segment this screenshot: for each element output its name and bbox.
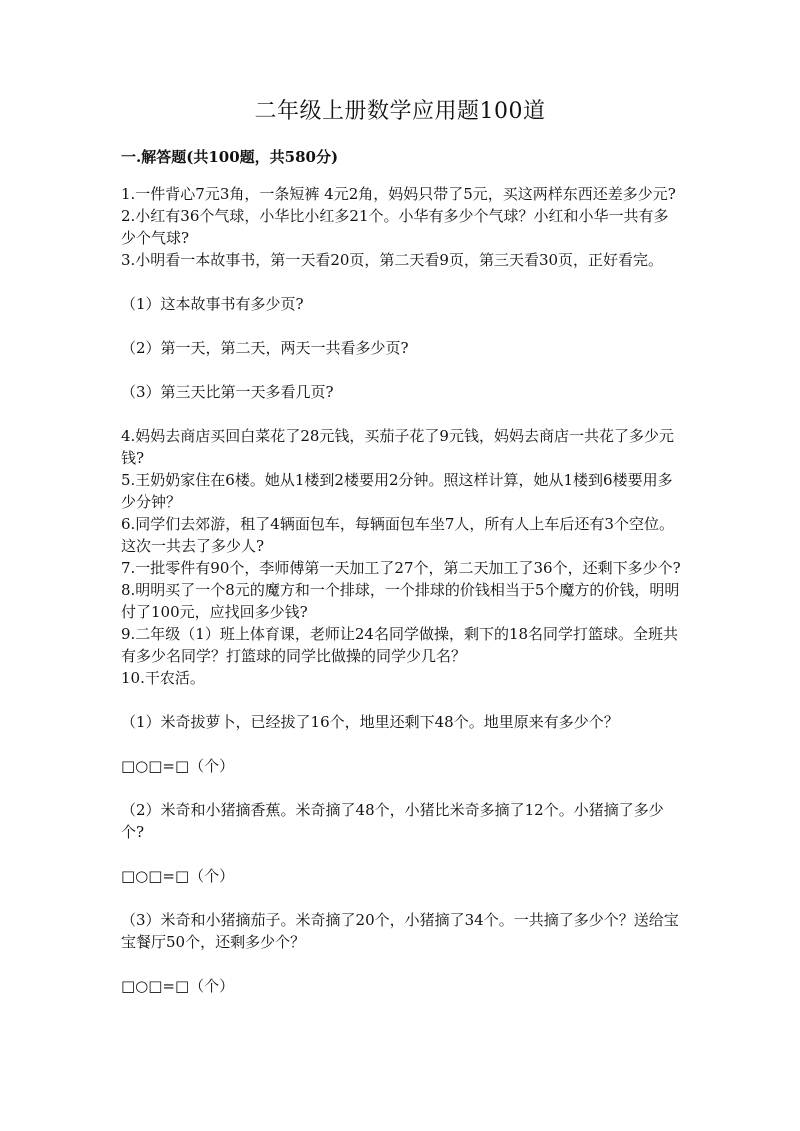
question-8: 8.明明买了一个8元的魔方和一个排球，一个排球的价钱相当于5个魔方的价钱，明明付了100元，应找回多少钱? [121, 581, 680, 621]
question-list [121, 183, 681, 997]
question-4: 4.妈妈去商店买回白菜花了28元钱，买茄子花了9元钱，妈妈去商店一共花了多少元钱? [121, 427, 674, 467]
answer-template-1: □○□=□（个） [121, 757, 235, 775]
question-6: 6.同学们去郊游，租了4辆面包车，每辆面包车坐7人，所有人上车后还有3个空位。这次一共去了多少人? [121, 515, 674, 555]
question-3: 3.小明看一本故事书，第一天看20页，第二天看9页，第三天看30页，正好看完。 [121, 251, 664, 269]
answer-template-2: □○□=□（个） [121, 867, 235, 885]
question-10-part-2: （2）米奇和小猪摘香蕉。米奇摘了48个，小猪比米奇多摘了12个。小猪摘了多少个? [121, 801, 664, 841]
question-2: 2.小红有36个气球，小华比小红多21个。小华有多少个气球？小红和小华一共有多少个气球? [121, 207, 669, 247]
section-heading: 一.解答题(共100题，共580分) [121, 148, 339, 166]
question-7: 7.一批零件有90个，李师傅第一天加工了27个，第二天加工了36个，还剩下多少个? [121, 559, 681, 577]
question-9: 9.二年级（1）班上体育课，老师让24名同学做操，剩下的18名同学打篮球。全班共有多少名同学？打篮球的同学比做操的同学少几名？ [121, 625, 679, 665]
question-5: 5.王奶奶家住在6楼。她从1楼到2楼要用2分钟。照这样计算，她从1楼到6楼要用多少分钟？ [121, 471, 673, 511]
page-title: 二年级上册数学应用题100道 [254, 99, 546, 124]
question-3-part-3: （3）第三天比第一天多看几页? [121, 383, 334, 401]
question-10: 10.干农活。 [121, 669, 205, 687]
answer-template-3: □○□=□（个） [121, 977, 235, 995]
question-10-part-3: （3）米奇和小猪摘茄子。米奇摘了20个，小猪摘了34个。一共摘了多少个？送给宝宝餐厅50个，还剩多少个？ [121, 911, 679, 951]
question-1: 1.一件背心7元3角，一条短裤 4元2角，妈妈只带了5元，买这两样东西还差多少元? [121, 185, 676, 203]
question-3-part-2: （2）第一天，第二天，两天一共看多少页? [121, 339, 409, 357]
question-10-part-1: （1）米奇拔萝卜，已经拔了16个，地里还剩下48个。地里原来有多少个？ [121, 713, 619, 731]
question-3-part-1: （1）这本故事书有多少页? [121, 295, 304, 313]
